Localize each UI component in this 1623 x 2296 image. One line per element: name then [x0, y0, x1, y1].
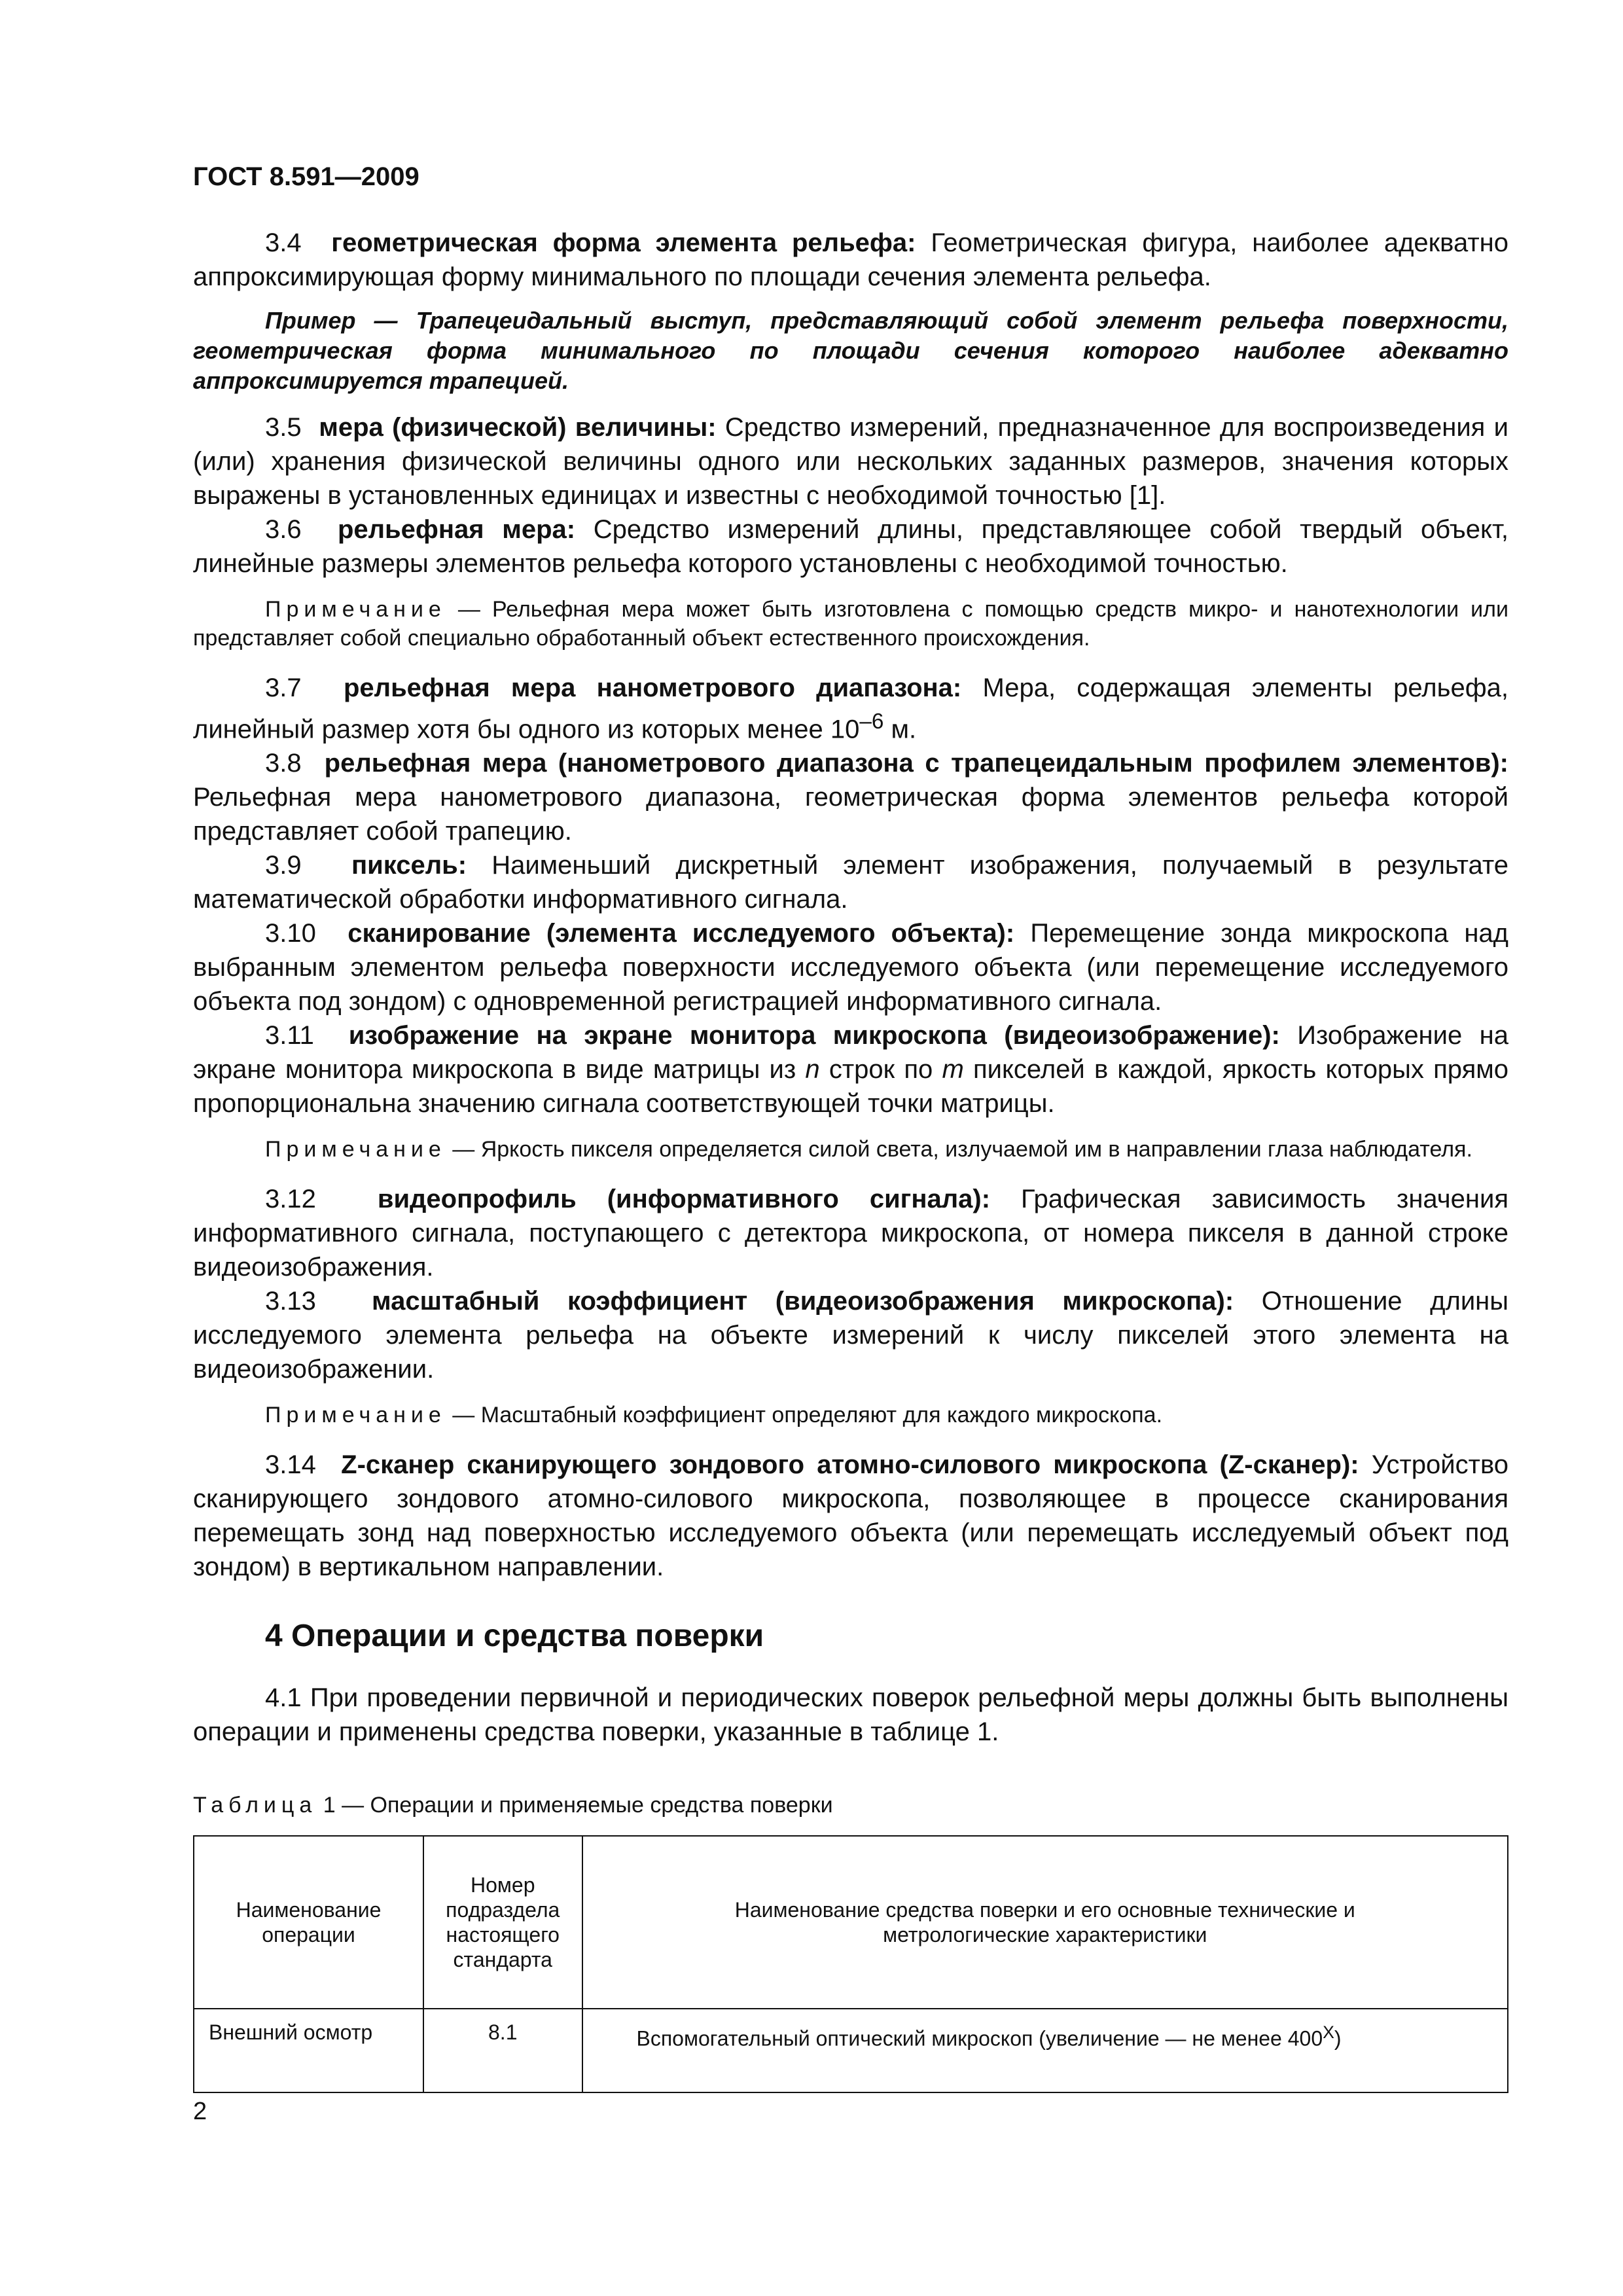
- cell-means: [582, 2009, 1508, 2092]
- table-1: [193, 1835, 1508, 2093]
- variable-m: m: [942, 1055, 964, 1085]
- table-1-caption: [193, 1788, 1508, 1822]
- term-number: 3.8: [265, 749, 302, 778]
- term-definition: пикселей в каждой, яркость которых прямо пропорциональна значению сигнала соответствующей точки матрицы.: [193, 1055, 1508, 1119]
- note-3-13: [193, 1401, 1508, 1429]
- means-text-tail: ): [1334, 2026, 1342, 2051]
- term-number: 3.6: [265, 515, 302, 544]
- term-definition: Геометрическая фигура, наиболее адекватно аппроксимирующая форму минимального по площади сечения элемента рельефа.: [193, 228, 1508, 291]
- term-name: Z-сканер сканирующего зондового атомно-силового микроскопа (Z-сканер):: [341, 1450, 1359, 1480]
- means-text: Вспомогательный оптический микроскоп (увеличение — не менее 400: [636, 2026, 1323, 2051]
- term-number: 3.10: [265, 919, 316, 948]
- term-3-6: [193, 512, 1508, 581]
- term-number: 3.9: [265, 851, 302, 880]
- term-3-11: [193, 1018, 1508, 1121]
- term-definition: Устройство сканирующего зондового атомно-силового микроскопа, позволяющее в процессе сканирования перемещать зонд над поверхностью исследуемого объекта (или перемещать исследуемый объект под зондом) в вертикальном направлении.: [193, 1450, 1509, 1582]
- note-text: — Яркость пикселя определяется силой света, излучаемой им в направлении глаза наблюдателя.: [446, 1137, 1472, 1162]
- term-definition: Средство измерений длины, представляющее собой твердый объект, линейные размеры элементов рельефа которого установлены с необходимой точностью.: [193, 515, 1508, 578]
- term-number: 3.13: [265, 1287, 316, 1316]
- term-3-9: [193, 848, 1508, 916]
- column-header-operation: [194, 1836, 423, 2009]
- note-text: — Масштабный коэффициент определяют для каждого микроскопа.: [446, 1403, 1163, 1428]
- term-number: 3.4: [265, 228, 302, 257]
- header-text: Номер подраздела настоящего стандарта: [446, 1873, 560, 1972]
- note-text: — Рельефная мера может быть изготовлена с помощью средств микро- и нанотехнологии или представляет собой специально обработанный объект естественного происхождения.: [193, 597, 1508, 651]
- term-definition: строк по: [819, 1055, 942, 1085]
- term-number: 3.5: [265, 413, 302, 442]
- cell-operation: Внешний осмотр: [194, 2009, 423, 2092]
- term-definition: Графическая зависимость значения информативного сигнала, поступающего с детектора микроскопа, от номера пикселя в данной строке видеоизображения.: [193, 1185, 1508, 1282]
- document-code: ГОСТ 8.591—2009: [193, 162, 419, 191]
- term-definition-tail: м.: [883, 715, 917, 744]
- note-label: Примечание: [265, 597, 446, 622]
- term-definition: Наименьший дискретный элемент изображения, получаемый в результате математической обработки информативного сигнала.: [193, 851, 1508, 914]
- term-definition: Рельефная мера нанометрового диапазона, геометрическая форма элементов рельефа которой представляет собой трапецию.: [193, 783, 1508, 846]
- term-definition: Мера, содержащая элементы рельефа, линейный размер хотя бы одного из которых менее 10: [193, 673, 1508, 744]
- term-3-14: [193, 1448, 1508, 1584]
- term-name: рельефная мера нанометрового диапазона:: [344, 673, 962, 702]
- paragraph-text: При проведении первичной и периодических поверок рельефной меры должны быть выполнены операции и применены средства поверки, указанные в таблице 1.: [193, 1683, 1508, 1747]
- term-name: видеопрофиль (информативного сигнала):: [377, 1185, 991, 1214]
- paragraph-4-1: [193, 1681, 1508, 1749]
- term-name: пиксель:: [351, 851, 467, 880]
- term-definition: Отношение длины исследуемого элемента рельефа на объекте измерений к числу пикселей этого элемента на видеоизображении.: [193, 1287, 1509, 1384]
- column-header-means: [582, 1836, 1508, 2009]
- term-definition: Изображение на экране монитора микроскопа в виде матрицы из: [193, 1021, 1508, 1085]
- term-3-10: [193, 916, 1508, 1018]
- term-3-12: [193, 1182, 1508, 1284]
- exponent: –6: [859, 709, 884, 734]
- term-number: 3.14: [265, 1450, 316, 1480]
- cell-subsection: 8.1: [423, 2009, 582, 2092]
- header-text: Наименование операции: [236, 1898, 382, 1947]
- note-3-11: [193, 1135, 1508, 1164]
- variable-n: n: [805, 1055, 820, 1085]
- page-number: 2: [193, 2098, 207, 2125]
- term-name: сканирование (элемента исследуемого объекта):: [348, 919, 1015, 948]
- term-name: геометрическая форма элемента рельефа:: [331, 228, 916, 257]
- term-3-13: [193, 1284, 1508, 1386]
- paragraph-number: 4.1: [265, 1683, 302, 1713]
- term-number: 3.7: [265, 673, 302, 702]
- column-header-subsection: [423, 1836, 582, 2009]
- term-3-8: [193, 746, 1508, 848]
- term-definition: Перемещение зонда микроскопа над выбранным элементом рельефа поверхности исследуемого объекта (или перемещение исследуемого объекта под зондом) с одновременной регистрацией информативного сигнала.: [193, 919, 1509, 1016]
- table-row: [194, 2009, 1508, 2092]
- header-text: Наименование средства поверки и его основные технические и метрологические характеристики: [734, 1898, 1355, 1947]
- magnification-superscript: X: [1323, 2022, 1334, 2043]
- note-label: Примечание: [265, 1137, 446, 1162]
- term-name: изображение на экране монитора микроскопа (видеоизображение):: [348, 1021, 1280, 1050]
- term-definition: Средство измерений, предназначенное для воспроизведения и (или) хранения физической величины одного или нескольких заданных размеров, значения которых выражены в установленных единицах и известны с необходимой точностью [1].: [193, 413, 1508, 510]
- term-number: 3.11: [265, 1021, 314, 1050]
- section-4-heading: 4 Операции и средства поверки: [265, 1619, 764, 1654]
- term-3-5: [193, 410, 1508, 512]
- term-name: мера (физической) величины:: [319, 413, 717, 442]
- table-caption-text: 1 — Операции и применяемые средства поверки: [317, 1793, 833, 1818]
- term-3-4: [193, 226, 1508, 294]
- document-body: [193, 226, 1508, 2093]
- term-name: масштабный коэффициент (видеоизображения микроскопа):: [372, 1287, 1234, 1316]
- term-number: 3.12: [265, 1185, 316, 1214]
- table-caption-label: Таблица: [193, 1793, 317, 1818]
- table-header-row: [194, 1836, 1508, 2009]
- note-label: Примечание: [265, 1403, 446, 1428]
- term-name: рельефная мера:: [337, 515, 576, 544]
- term-name: рельефная мера (нанометрового диапазона с трапецеидальным профилем элементов):: [324, 749, 1508, 778]
- example-3-4: Пример — Трапецеидальный выступ, представляющий собой элемент рельефа поверхности, геометрическая форма минимального по площади сечения которого наиболее адекватно аппроксимируется трапецией.: [193, 307, 1508, 394]
- note-3-6: [193, 595, 1508, 653]
- term-3-7: [193, 671, 1508, 746]
